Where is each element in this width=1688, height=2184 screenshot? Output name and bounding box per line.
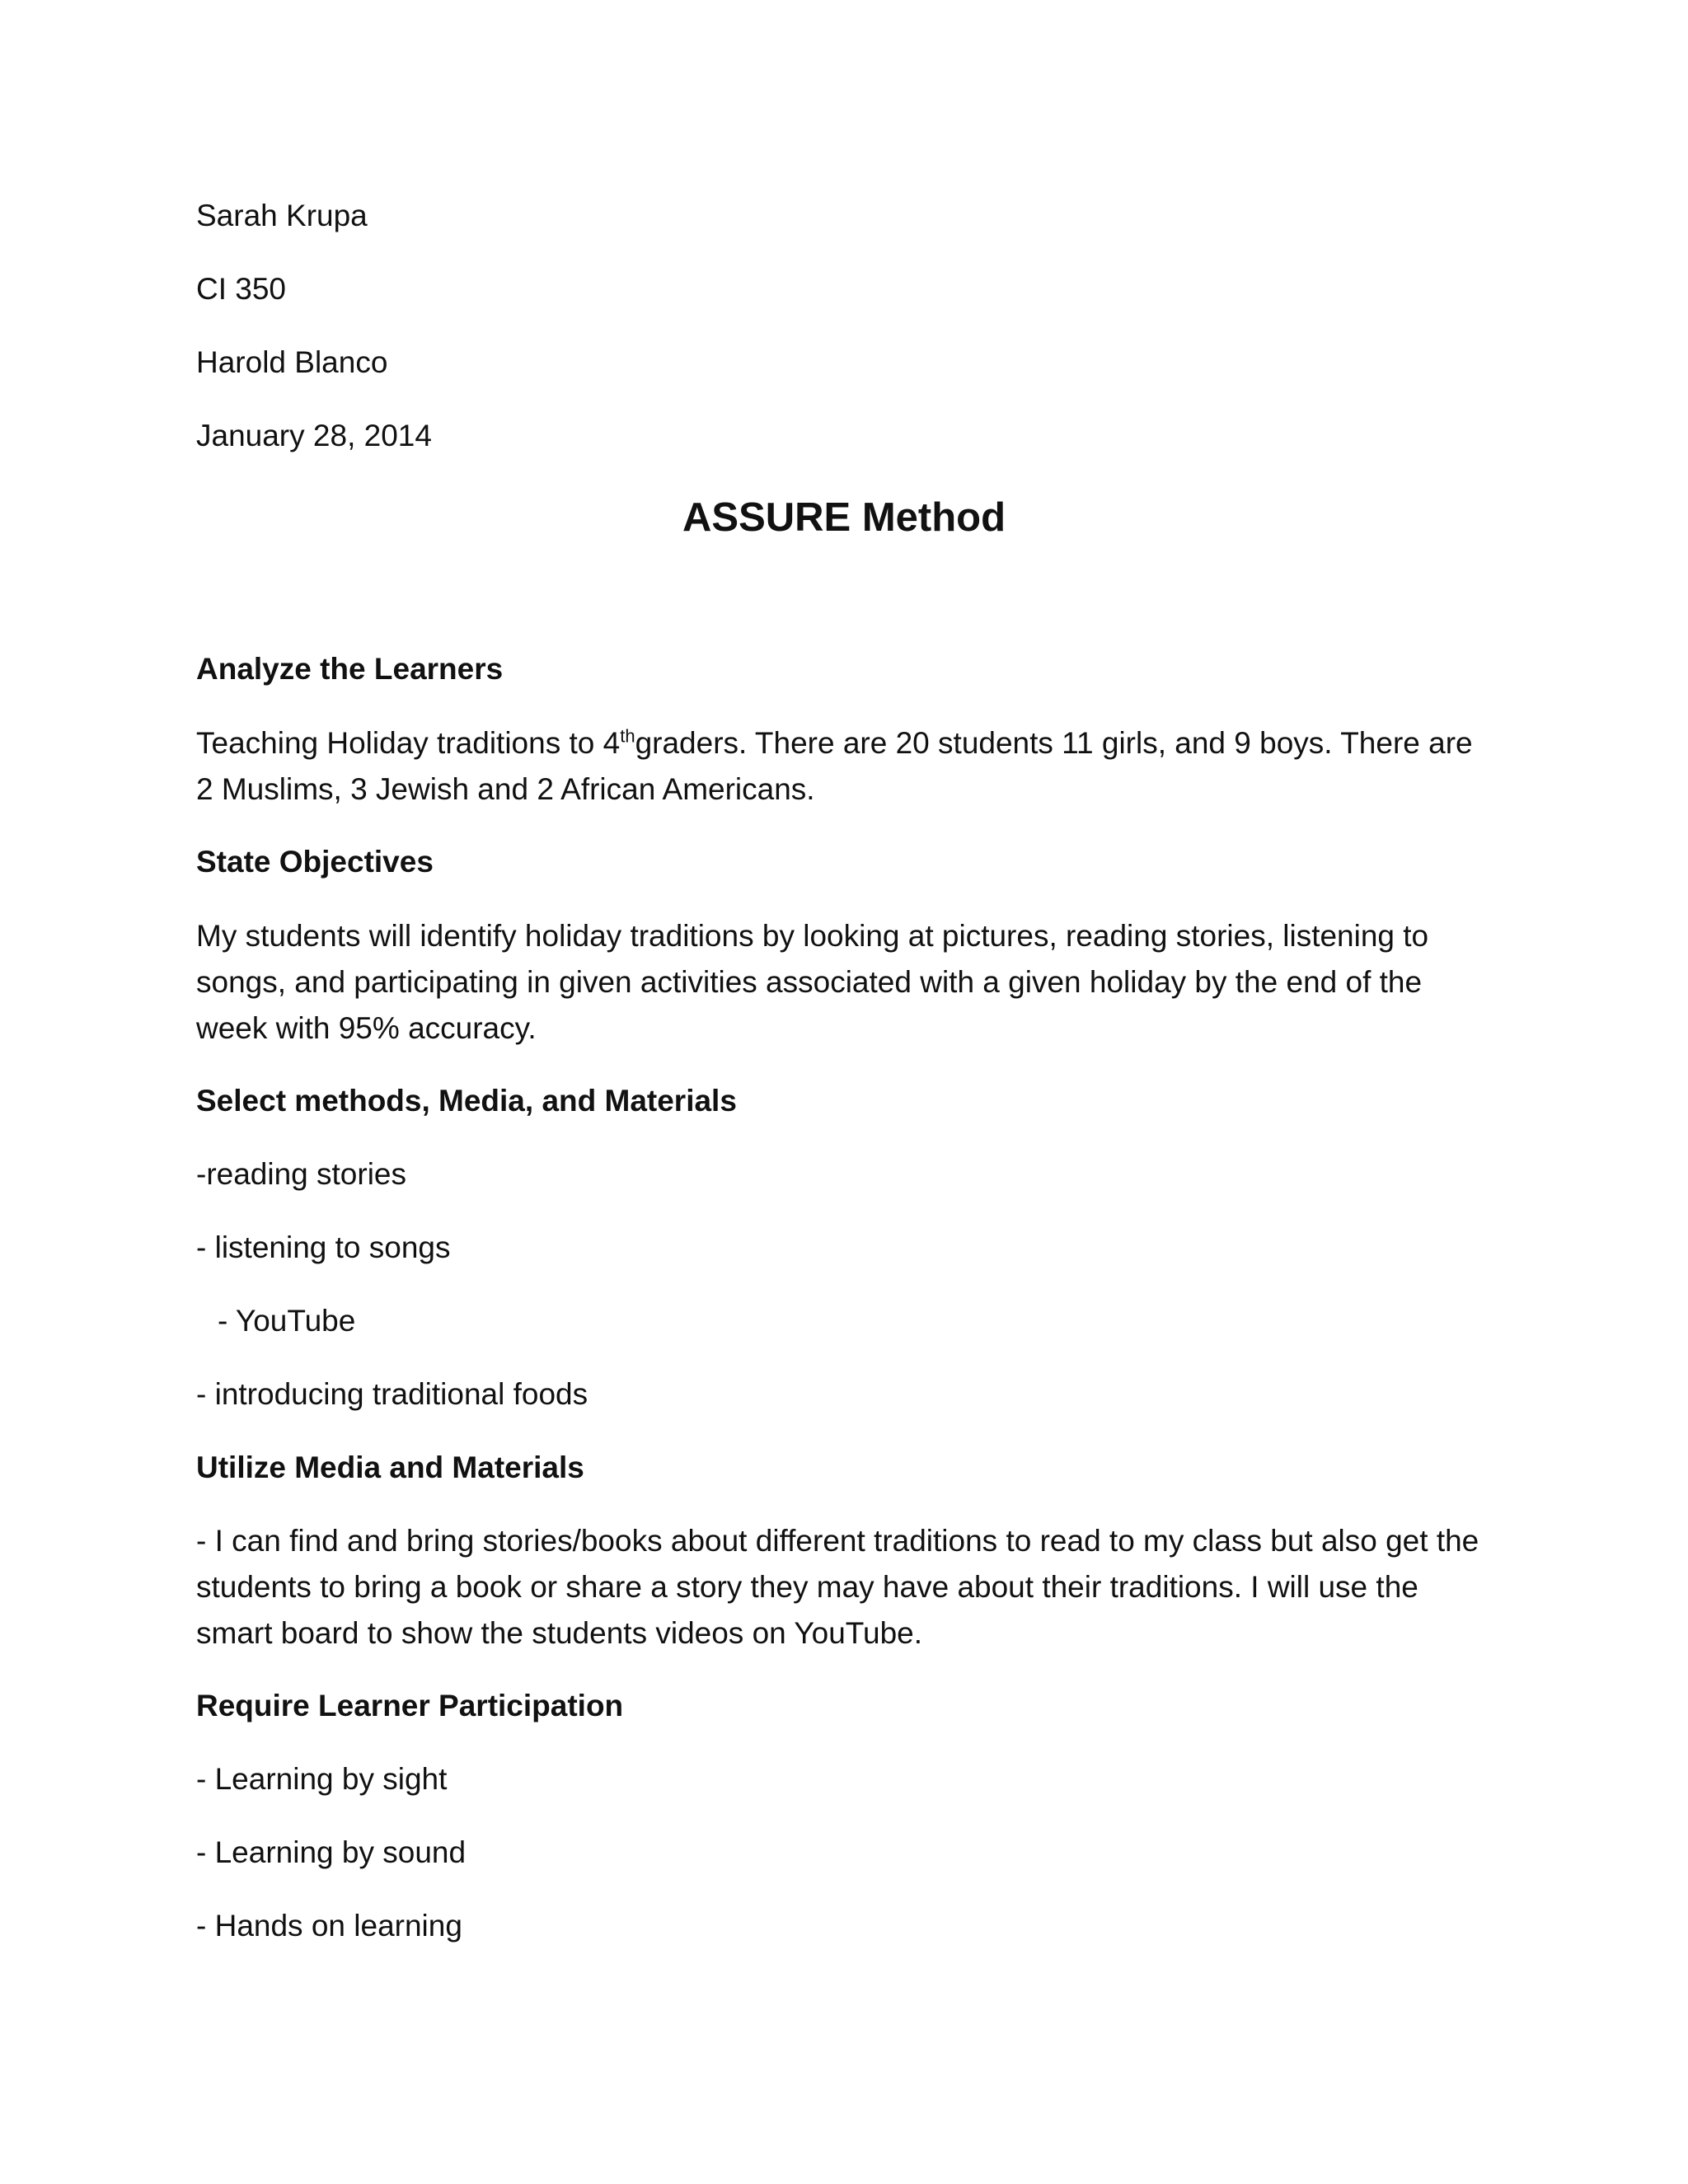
section-heading-require: Require Learner Participation	[196, 1689, 624, 1722]
author-name: Sarah Krupa	[196, 199, 368, 232]
section-heading-select: Select methods, Media, and Materials	[196, 1084, 737, 1118]
ordinal-superscript: th	[620, 725, 635, 747]
course-code: CI 350	[196, 272, 287, 306]
select-item-listening-songs: - listening to songs	[196, 1230, 451, 1264]
document-title: ASSURE Method	[682, 495, 1006, 540]
objectives-paragraph: My students will identify holiday traditions by looking at pictures, reading stories, listening to songs, and participating in given activities associated with a given holiday by the end of the week with 95% accuracy.	[196, 919, 1429, 1045]
section-heading-objectives: State Objectives	[196, 845, 434, 879]
select-item-traditional-foods: - introducing traditional foods	[196, 1377, 588, 1411]
document-date: January 28, 2014	[196, 419, 432, 452]
instructor-name: Harold Blanco	[196, 345, 388, 379]
select-item-reading-stories: -reading stories	[196, 1157, 407, 1191]
analyze-text-before-sup: Teaching Holiday traditions to 4	[196, 726, 621, 760]
analyze-paragraph-line-1	[196, 720, 1473, 766]
section-heading-analyze: Analyze the Learners	[196, 652, 504, 686]
analyze-paragraph-line-2: 2 Muslims, 3 Jewish and 2 African Americans.	[196, 772, 815, 806]
require-item-sound: - Learning by sound	[196, 1835, 467, 1869]
analyze-text-after-sup: graders. There are 20 students 11 girls, and 9 boys. There are	[635, 726, 1473, 760]
require-item-sight: - Learning by sight	[196, 1762, 448, 1796]
select-item-youtube: - YouTube	[218, 1304, 356, 1338]
section-heading-utilize: Utilize Media and Materials	[196, 1451, 584, 1484]
utilize-paragraph: - I can find and bring stories/books about different traditions to read to my class but also get the students to bring a book or share a story they may have about their traditions. I will use the smart board to show the students videos on YouTube.	[196, 1524, 1479, 1650]
require-item-hands-on: - Hands on learning	[196, 1909, 462, 1943]
